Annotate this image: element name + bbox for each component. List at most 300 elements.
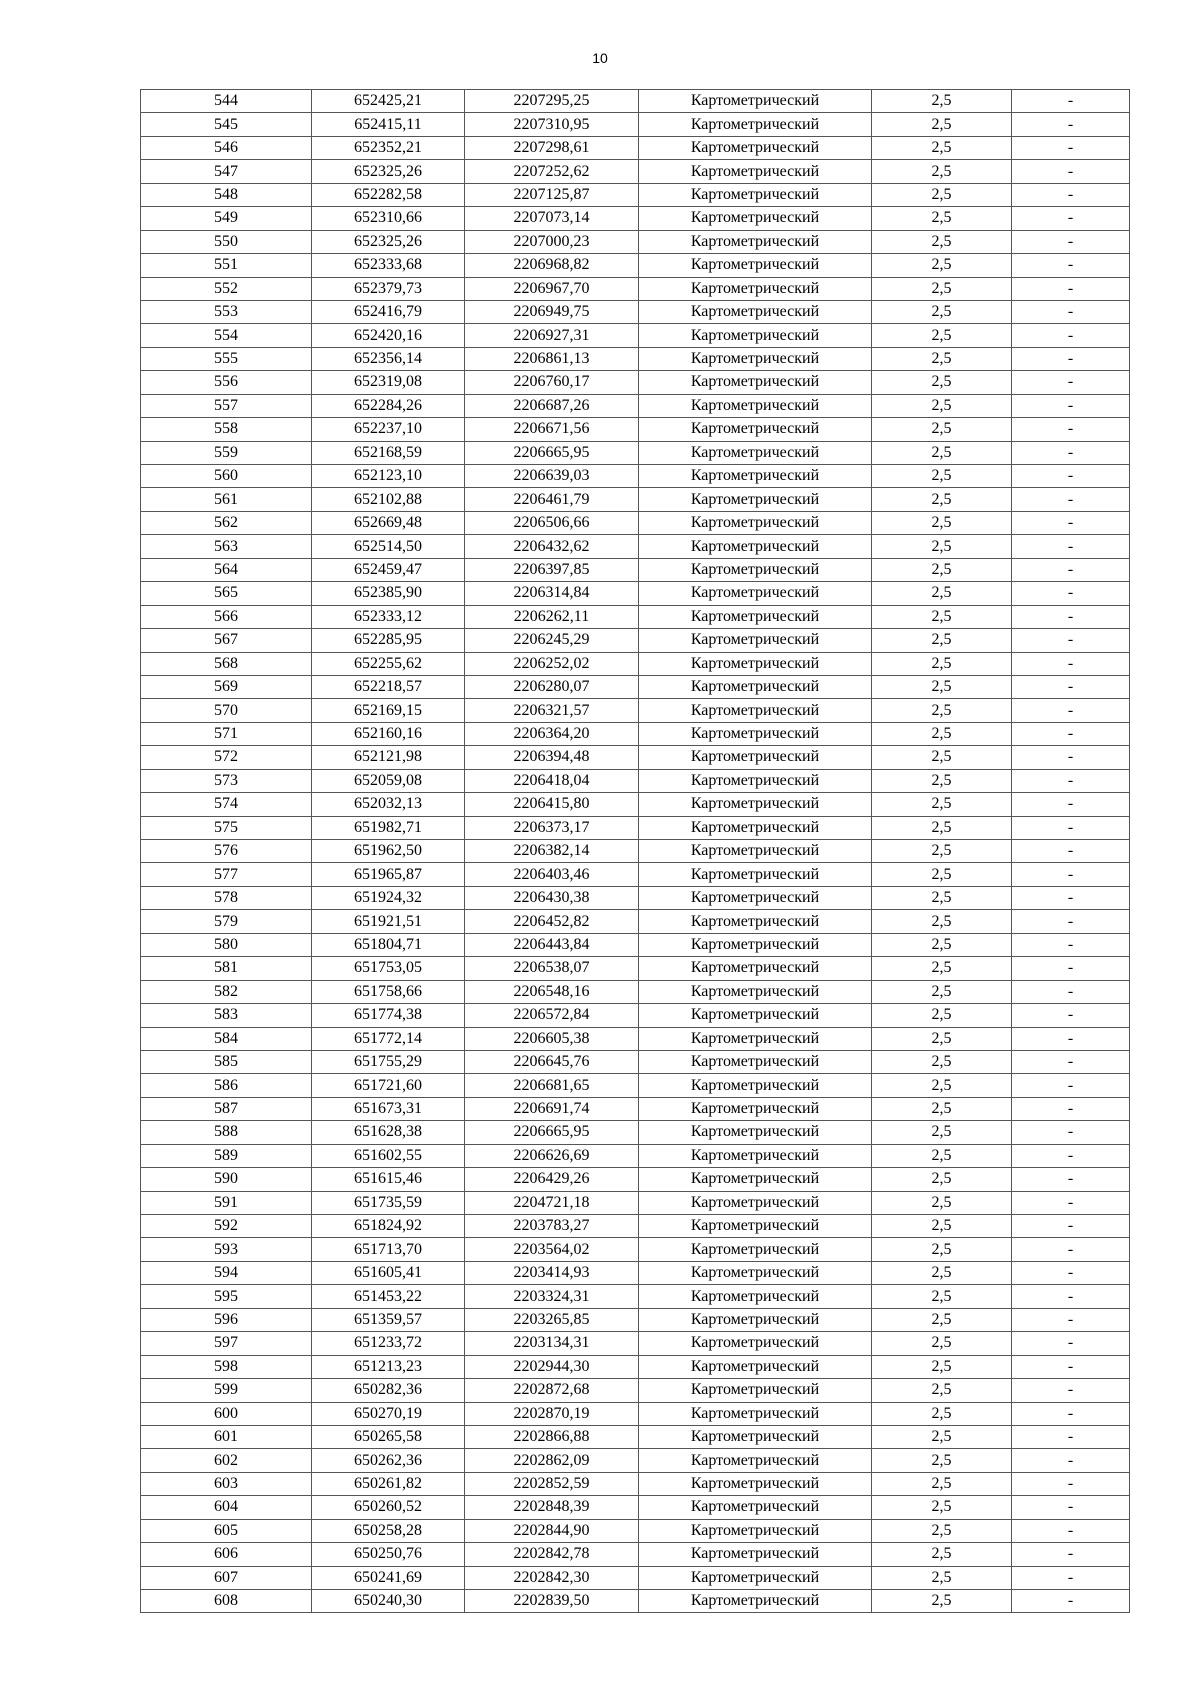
x-coordinate-cell: 652237,10	[312, 418, 465, 441]
method-cell: Картометрический	[639, 1566, 872, 1589]
y-coordinate-cell: 2202944,30	[465, 1355, 639, 1378]
y-coordinate-cell: 2206506,66	[465, 511, 639, 534]
table-row	[141, 1238, 1130, 1261]
method-cell: Картометрический	[639, 1379, 872, 1402]
point-number-cell: 599	[141, 1379, 312, 1402]
table-row	[141, 394, 1130, 417]
point-number-cell: 567	[141, 629, 312, 652]
x-coordinate-cell: 652284,26	[312, 394, 465, 417]
method-cell: Картометрический	[639, 441, 872, 464]
point-number-cell: 551	[141, 254, 312, 277]
method-cell: Картометрический	[639, 1261, 872, 1284]
y-coordinate-cell: 2206382,14	[465, 840, 639, 863]
point-number-cell: 592	[141, 1215, 312, 1238]
method-cell: Картометрический	[639, 1121, 872, 1144]
y-coordinate-cell: 2202844,90	[465, 1519, 639, 1542]
x-coordinate-cell: 652420,16	[312, 324, 465, 347]
description-cell: -	[1012, 1543, 1130, 1566]
y-coordinate-cell: 2206321,57	[465, 699, 639, 722]
accuracy-cell: 2,5	[872, 1121, 1012, 1144]
accuracy-cell: 2,5	[872, 1496, 1012, 1519]
y-coordinate-cell: 2203414,93	[465, 1261, 639, 1284]
point-number-cell: 564	[141, 558, 312, 581]
method-cell: Картометрический	[639, 1590, 872, 1613]
point-number-cell: 584	[141, 1027, 312, 1050]
x-coordinate-cell: 652514,50	[312, 535, 465, 558]
table-row	[141, 1355, 1130, 1378]
accuracy-cell: 2,5	[872, 254, 1012, 277]
page-number: 10	[592, 50, 608, 66]
description-cell: -	[1012, 1285, 1130, 1308]
method-cell: Картометрический	[639, 347, 872, 370]
point-number-cell: 554	[141, 324, 312, 347]
accuracy-cell: 2,5	[872, 957, 1012, 980]
y-coordinate-cell: 2206394,48	[465, 746, 639, 769]
table-row	[141, 418, 1130, 441]
method-cell: Картометрический	[639, 816, 872, 839]
point-number-cell: 585	[141, 1050, 312, 1073]
point-number-cell: 570	[141, 699, 312, 722]
y-coordinate-cell: 2206415,80	[465, 793, 639, 816]
method-cell: Картометрический	[639, 1496, 872, 1519]
accuracy-cell: 2,5	[872, 277, 1012, 300]
x-coordinate-cell: 652285,95	[312, 629, 465, 652]
table-row	[141, 511, 1130, 534]
accuracy-cell: 2,5	[872, 746, 1012, 769]
point-number-cell: 547	[141, 160, 312, 183]
x-coordinate-cell: 652385,90	[312, 582, 465, 605]
description-cell: -	[1012, 465, 1130, 488]
y-coordinate-cell: 2206364,20	[465, 722, 639, 745]
point-number-cell: 566	[141, 605, 312, 628]
description-cell: -	[1012, 1050, 1130, 1073]
x-coordinate-cell: 652059,08	[312, 769, 465, 792]
table-row	[141, 933, 1130, 956]
table-row	[141, 793, 1130, 816]
x-coordinate-cell: 652123,10	[312, 465, 465, 488]
table-row	[141, 840, 1130, 863]
x-coordinate-cell: 652352,21	[312, 136, 465, 159]
accuracy-cell: 2,5	[872, 1191, 1012, 1214]
method-cell: Картометрический	[639, 465, 872, 488]
table-row	[141, 1215, 1130, 1238]
method-cell: Картометрический	[639, 90, 872, 113]
table-row	[141, 816, 1130, 839]
table-row	[141, 1472, 1130, 1495]
table-row	[141, 886, 1130, 909]
x-coordinate-cell: 651753,05	[312, 957, 465, 980]
description-cell: -	[1012, 886, 1130, 909]
x-coordinate-cell: 651605,41	[312, 1261, 465, 1284]
point-number-cell: 598	[141, 1355, 312, 1378]
point-number-cell: 588	[141, 1121, 312, 1144]
accuracy-cell: 2,5	[872, 441, 1012, 464]
point-number-cell: 575	[141, 816, 312, 839]
accuracy-cell: 2,5	[872, 1238, 1012, 1261]
x-coordinate-cell: 652459,47	[312, 558, 465, 581]
table-row	[141, 769, 1130, 792]
y-coordinate-cell: 2203265,85	[465, 1308, 639, 1331]
point-number-cell: 574	[141, 793, 312, 816]
method-cell: Картометрический	[639, 535, 872, 558]
x-coordinate-cell: 651772,14	[312, 1027, 465, 1050]
accuracy-cell: 2,5	[872, 1402, 1012, 1425]
x-coordinate-cell: 650282,36	[312, 1379, 465, 1402]
point-number-cell: 559	[141, 441, 312, 464]
x-coordinate-cell: 652319,08	[312, 371, 465, 394]
point-number-cell: 552	[141, 277, 312, 300]
x-coordinate-cell: 651824,92	[312, 1215, 465, 1238]
point-number-cell: 606	[141, 1543, 312, 1566]
y-coordinate-cell: 2206605,38	[465, 1027, 639, 1050]
point-number-cell: 580	[141, 933, 312, 956]
description-cell: -	[1012, 394, 1130, 417]
method-cell: Картометрический	[639, 1191, 872, 1214]
x-coordinate-cell: 651982,71	[312, 816, 465, 839]
x-coordinate-cell: 651924,32	[312, 886, 465, 909]
x-coordinate-cell: 652333,12	[312, 605, 465, 628]
description-cell: -	[1012, 1519, 1130, 1542]
point-number-cell: 571	[141, 722, 312, 745]
method-cell: Картометрический	[639, 652, 872, 675]
table-row	[141, 629, 1130, 652]
table-row	[141, 980, 1130, 1003]
x-coordinate-cell: 650258,28	[312, 1519, 465, 1542]
table-row	[141, 1121, 1130, 1144]
point-number-cell: 602	[141, 1449, 312, 1472]
accuracy-cell: 2,5	[872, 511, 1012, 534]
x-coordinate-cell: 651615,46	[312, 1168, 465, 1191]
accuracy-cell: 2,5	[872, 629, 1012, 652]
method-cell: Картометрический	[639, 910, 872, 933]
y-coordinate-cell: 2204721,18	[465, 1191, 639, 1214]
point-number-cell: 577	[141, 863, 312, 886]
table-row	[141, 254, 1130, 277]
table-row	[141, 675, 1130, 698]
y-coordinate-cell: 2206645,76	[465, 1050, 639, 1073]
accuracy-cell: 2,5	[872, 863, 1012, 886]
x-coordinate-cell: 652333,68	[312, 254, 465, 277]
description-cell: -	[1012, 324, 1130, 347]
x-coordinate-cell: 651758,66	[312, 980, 465, 1003]
y-coordinate-cell: 2206443,84	[465, 933, 639, 956]
description-cell: -	[1012, 418, 1130, 441]
method-cell: Картометрический	[639, 1519, 872, 1542]
method-cell: Картометрический	[639, 394, 872, 417]
accuracy-cell: 2,5	[872, 605, 1012, 628]
description-cell: -	[1012, 816, 1130, 839]
accuracy-cell: 2,5	[872, 582, 1012, 605]
y-coordinate-cell: 2203564,02	[465, 1238, 639, 1261]
point-number-cell: 591	[141, 1191, 312, 1214]
x-coordinate-cell: 651965,87	[312, 863, 465, 886]
description-cell: -	[1012, 1332, 1130, 1355]
method-cell: Картометрический	[639, 1472, 872, 1495]
y-coordinate-cell: 2206461,79	[465, 488, 639, 511]
table-row	[141, 1168, 1130, 1191]
point-number-cell: 544	[141, 90, 312, 113]
y-coordinate-cell: 2206687,26	[465, 394, 639, 417]
description-cell: -	[1012, 793, 1130, 816]
description-cell: -	[1012, 1355, 1130, 1378]
table-row	[141, 300, 1130, 323]
y-coordinate-cell: 2206430,38	[465, 886, 639, 909]
y-coordinate-cell: 2206665,95	[465, 1121, 639, 1144]
description-cell: -	[1012, 840, 1130, 863]
description-cell: -	[1012, 699, 1130, 722]
point-number-cell: 593	[141, 1238, 312, 1261]
accuracy-cell: 2,5	[872, 394, 1012, 417]
x-coordinate-cell: 651213,23	[312, 1355, 465, 1378]
method-cell: Картометрический	[639, 582, 872, 605]
table-row	[141, 957, 1130, 980]
x-coordinate-cell: 651774,38	[312, 1004, 465, 1027]
accuracy-cell: 2,5	[872, 1332, 1012, 1355]
point-number-cell: 556	[141, 371, 312, 394]
x-coordinate-cell: 652121,98	[312, 746, 465, 769]
accuracy-cell: 2,5	[872, 933, 1012, 956]
description-cell: -	[1012, 1238, 1130, 1261]
accuracy-cell: 2,5	[872, 840, 1012, 863]
y-coordinate-cell: 2206403,46	[465, 863, 639, 886]
accuracy-cell: 2,5	[872, 1449, 1012, 1472]
x-coordinate-cell: 652379,73	[312, 277, 465, 300]
y-coordinate-cell: 2206760,17	[465, 371, 639, 394]
table-row	[141, 1402, 1130, 1425]
x-coordinate-cell: 652669,48	[312, 511, 465, 534]
method-cell: Картометрический	[639, 113, 872, 136]
method-cell: Картометрический	[639, 1168, 872, 1191]
coordinates-table	[140, 89, 1130, 1613]
accuracy-cell: 2,5	[872, 699, 1012, 722]
method-cell: Картометрический	[639, 1402, 872, 1425]
method-cell: Картометрический	[639, 1332, 872, 1355]
coordinates-table-body	[141, 90, 1130, 1613]
y-coordinate-cell: 2206397,85	[465, 558, 639, 581]
description-cell: -	[1012, 1121, 1130, 1144]
description-cell: -	[1012, 1168, 1130, 1191]
description-cell: -	[1012, 160, 1130, 183]
description-cell: -	[1012, 230, 1130, 253]
accuracy-cell: 2,5	[872, 1097, 1012, 1120]
x-coordinate-cell: 651921,51	[312, 910, 465, 933]
accuracy-cell: 2,5	[872, 230, 1012, 253]
accuracy-cell: 2,5	[872, 722, 1012, 745]
accuracy-cell: 2,5	[872, 980, 1012, 1003]
method-cell: Картометрический	[639, 793, 872, 816]
description-cell: -	[1012, 1261, 1130, 1284]
table-row	[141, 1449, 1130, 1472]
method-cell: Картометрический	[639, 1449, 872, 1472]
accuracy-cell: 2,5	[872, 769, 1012, 792]
description-cell: -	[1012, 1472, 1130, 1495]
point-number-cell: 601	[141, 1425, 312, 1448]
accuracy-cell: 2,5	[872, 90, 1012, 113]
method-cell: Картометрический	[639, 1027, 872, 1050]
accuracy-cell: 2,5	[872, 160, 1012, 183]
table-row	[141, 535, 1130, 558]
description-cell: -	[1012, 511, 1130, 534]
point-number-cell: 605	[141, 1519, 312, 1542]
description-cell: -	[1012, 277, 1130, 300]
method-cell: Картометрический	[639, 980, 872, 1003]
table-row	[141, 1566, 1130, 1589]
x-coordinate-cell: 651602,55	[312, 1144, 465, 1167]
method-cell: Картометрический	[639, 886, 872, 909]
method-cell: Картометрический	[639, 230, 872, 253]
point-number-cell: 558	[141, 418, 312, 441]
point-number-cell: 595	[141, 1285, 312, 1308]
y-coordinate-cell: 2206949,75	[465, 300, 639, 323]
point-number-cell: 555	[141, 347, 312, 370]
accuracy-cell: 2,5	[872, 1355, 1012, 1378]
accuracy-cell: 2,5	[872, 1074, 1012, 1097]
accuracy-cell: 2,5	[872, 300, 1012, 323]
y-coordinate-cell: 2206280,07	[465, 675, 639, 698]
method-cell: Картометрический	[639, 1355, 872, 1378]
method-cell: Картометрический	[639, 1308, 872, 1331]
x-coordinate-cell: 652310,66	[312, 207, 465, 230]
accuracy-cell: 2,5	[872, 1590, 1012, 1613]
table-row	[141, 90, 1130, 113]
y-coordinate-cell: 2206314,84	[465, 582, 639, 605]
description-cell: -	[1012, 910, 1130, 933]
table-row	[141, 207, 1130, 230]
accuracy-cell: 2,5	[872, 1144, 1012, 1167]
table-row	[141, 1004, 1130, 1027]
table-row	[141, 1144, 1130, 1167]
point-number-cell: 569	[141, 675, 312, 698]
table-row	[141, 1191, 1130, 1214]
method-cell: Картометрический	[639, 746, 872, 769]
y-coordinate-cell: 2202842,78	[465, 1543, 639, 1566]
method-cell: Картометрический	[639, 722, 872, 745]
description-cell: -	[1012, 863, 1130, 886]
table-row	[141, 488, 1130, 511]
x-coordinate-cell: 651962,50	[312, 840, 465, 863]
description-cell: -	[1012, 1027, 1130, 1050]
y-coordinate-cell: 2206639,03	[465, 465, 639, 488]
x-coordinate-cell: 651673,31	[312, 1097, 465, 1120]
x-coordinate-cell: 650265,58	[312, 1425, 465, 1448]
table-row	[141, 1097, 1130, 1120]
point-number-cell: 597	[141, 1332, 312, 1355]
x-coordinate-cell: 652160,16	[312, 722, 465, 745]
point-number-cell: 565	[141, 582, 312, 605]
point-number-cell: 553	[141, 300, 312, 323]
table-row	[141, 558, 1130, 581]
description-cell: -	[1012, 1004, 1130, 1027]
method-cell: Картометрический	[639, 300, 872, 323]
description-cell: -	[1012, 652, 1130, 675]
accuracy-cell: 2,5	[872, 488, 1012, 511]
method-cell: Картометрический	[639, 957, 872, 980]
accuracy-cell: 2,5	[872, 1050, 1012, 1073]
accuracy-cell: 2,5	[872, 418, 1012, 441]
y-coordinate-cell: 2206245,29	[465, 629, 639, 652]
description-cell: -	[1012, 1097, 1130, 1120]
y-coordinate-cell: 2206681,65	[465, 1074, 639, 1097]
table-row	[141, 1050, 1130, 1073]
x-coordinate-cell: 650261,82	[312, 1472, 465, 1495]
point-number-cell: 561	[141, 488, 312, 511]
y-coordinate-cell: 2207125,87	[465, 183, 639, 206]
point-number-cell: 590	[141, 1168, 312, 1191]
y-coordinate-cell: 2202848,39	[465, 1496, 639, 1519]
method-cell: Картометрический	[639, 277, 872, 300]
table-row	[141, 347, 1130, 370]
point-number-cell: 550	[141, 230, 312, 253]
y-coordinate-cell: 2206548,16	[465, 980, 639, 1003]
point-number-cell: 578	[141, 886, 312, 909]
point-number-cell: 608	[141, 1590, 312, 1613]
method-cell: Картометрический	[639, 1074, 872, 1097]
y-coordinate-cell: 2206252,02	[465, 652, 639, 675]
description-cell: -	[1012, 1496, 1130, 1519]
y-coordinate-cell: 2207310,95	[465, 113, 639, 136]
method-cell: Картометрический	[639, 511, 872, 534]
accuracy-cell: 2,5	[872, 886, 1012, 909]
y-coordinate-cell: 2207000,23	[465, 230, 639, 253]
method-cell: Картометрический	[639, 254, 872, 277]
table-row	[141, 1074, 1130, 1097]
description-cell: -	[1012, 605, 1130, 628]
x-coordinate-cell: 651713,70	[312, 1238, 465, 1261]
x-coordinate-cell: 650240,30	[312, 1590, 465, 1613]
y-coordinate-cell: 2203134,31	[465, 1332, 639, 1355]
x-coordinate-cell: 651359,57	[312, 1308, 465, 1331]
description-cell: -	[1012, 980, 1130, 1003]
y-coordinate-cell: 2206967,70	[465, 277, 639, 300]
y-coordinate-cell: 2207295,25	[465, 90, 639, 113]
accuracy-cell: 2,5	[872, 675, 1012, 698]
table-row	[141, 1332, 1130, 1355]
point-number-cell: 587	[141, 1097, 312, 1120]
accuracy-cell: 2,5	[872, 183, 1012, 206]
description-cell: -	[1012, 746, 1130, 769]
y-coordinate-cell: 2206927,31	[465, 324, 639, 347]
method-cell: Картометрический	[639, 136, 872, 159]
method-cell: Картометрический	[639, 558, 872, 581]
x-coordinate-cell: 652325,26	[312, 160, 465, 183]
method-cell: Картометрический	[639, 1285, 872, 1308]
point-number-cell: 589	[141, 1144, 312, 1167]
table-row	[141, 652, 1130, 675]
table-row	[141, 1027, 1130, 1050]
description-cell: -	[1012, 769, 1130, 792]
table-row	[141, 1261, 1130, 1284]
table-row	[141, 465, 1130, 488]
description-cell: -	[1012, 1590, 1130, 1613]
method-cell: Картометрический	[639, 1050, 872, 1073]
method-cell: Картометрический	[639, 840, 872, 863]
accuracy-cell: 2,5	[872, 1285, 1012, 1308]
description-cell: -	[1012, 183, 1130, 206]
description-cell: -	[1012, 957, 1130, 980]
y-coordinate-cell: 2207252,62	[465, 160, 639, 183]
description-cell: -	[1012, 1449, 1130, 1472]
description-cell: -	[1012, 347, 1130, 370]
x-coordinate-cell: 651755,29	[312, 1050, 465, 1073]
x-coordinate-cell: 652425,21	[312, 90, 465, 113]
table-row	[141, 183, 1130, 206]
table-row	[141, 1379, 1130, 1402]
y-coordinate-cell: 2206626,69	[465, 1144, 639, 1167]
accuracy-cell: 2,5	[872, 207, 1012, 230]
description-cell: -	[1012, 1425, 1130, 1448]
point-number-cell: 549	[141, 207, 312, 230]
description-cell: -	[1012, 1215, 1130, 1238]
